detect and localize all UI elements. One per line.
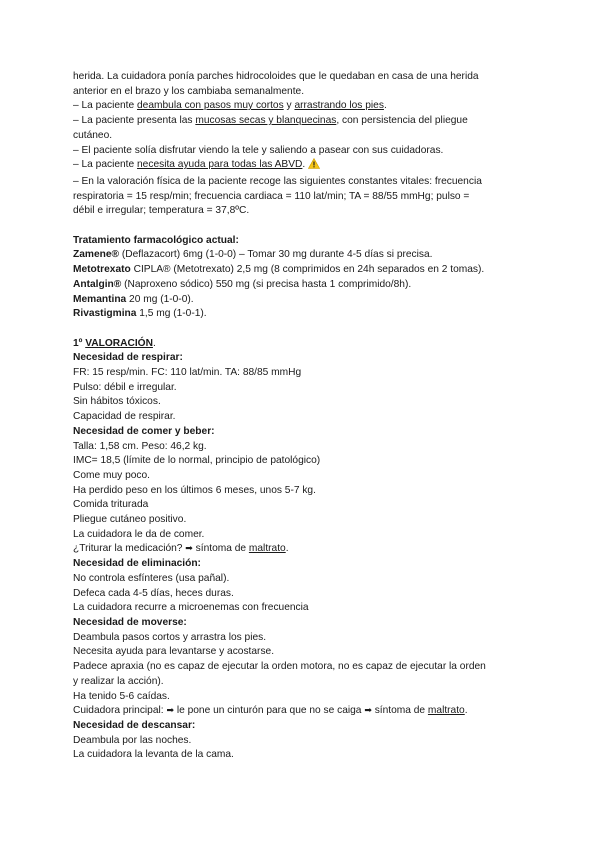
intro-line: – La paciente presenta las mucosas secas y blanquecinas, con persistencia del pliegue bbox=[73, 115, 468, 127]
need-line: Deambula por las noches. bbox=[73, 734, 192, 746]
need-line: IMC= 18,5 (límite de lo normal, principio de patológico) bbox=[73, 455, 321, 467]
need-heading-eliminacion: Necesidad de eliminación: bbox=[73, 558, 201, 570]
need-line: Talla: 1,58 cm. Peso: 46,2 kg. bbox=[73, 440, 207, 452]
need-heading-moverse: Necesidad de moverse: bbox=[73, 616, 187, 628]
need-line: y realizar la acción). bbox=[73, 675, 164, 687]
intro-line: anterior en el brazo y los cambiaba semanalmente. bbox=[73, 85, 305, 97]
need-line: La cuidadora recurre a microenemas con frecuencia bbox=[73, 602, 309, 614]
treatment-item: Antalgin® (Naproxeno sódico) 550 mg (si precisa hasta 1 comprimido/8h). bbox=[73, 278, 412, 290]
treatment-heading: Tratamiento farmacológico actual: bbox=[73, 234, 239, 246]
arrow-right-icon: ➡ bbox=[166, 706, 174, 717]
intro-line: – En la valoración física de la paciente recoge las siguientes constantes vitales: frecuencia bbox=[73, 175, 482, 187]
need-line: La cuidadora le da de comer. bbox=[73, 528, 205, 540]
arrow-right-icon: ➡ bbox=[185, 544, 193, 555]
treatment-item: Metotrexato CIPLA® (Metotrexato) 2,5 mg (8 comprimidos en 24h separados en 2 tomas). bbox=[73, 264, 485, 276]
need-heading-comer: Necesidad de comer y beber: bbox=[73, 425, 215, 437]
warning-icon bbox=[308, 158, 320, 175]
need-line: Cuidadora principal: ➡ le pone un cinturón para que no se caiga ➡ síntoma de maltrato. bbox=[73, 705, 468, 717]
treatment-item: Memantina 20 mg (1-0-0). bbox=[73, 293, 194, 305]
need-line: Pulso: débil e irregular. bbox=[73, 381, 177, 393]
need-line: Deambula pasos cortos y arrastra los pies. bbox=[73, 631, 267, 643]
intro-line: – El paciente solía disfrutar viendo la tele y saliendo a pasear con sus cuidadoras. bbox=[73, 144, 444, 156]
need-heading-descansar: Necesidad de descansar: bbox=[73, 719, 196, 731]
intro-line: – La paciente deambula con pasos muy cortos y arrastrando los pies. bbox=[73, 100, 387, 112]
document-body bbox=[73, 70, 533, 763]
need-line: La cuidadora la levanta de la cama. bbox=[73, 749, 234, 761]
underlined-text: arrastrando los pies bbox=[294, 100, 384, 112]
intro-line: – La paciente necesita ayuda para todas las ABVD. bbox=[73, 158, 533, 175]
need-line: Ha tenido 5-6 caídas. bbox=[73, 690, 170, 702]
need-line: Capacidad de respirar. bbox=[73, 411, 176, 423]
need-line: Padece apraxia (no es capaz de ejecutar la orden motora, no es capaz de ejecutar la orden bbox=[73, 661, 486, 673]
section-title: 1º VALORACIÓN. bbox=[73, 337, 156, 349]
need-line: FR: 15 resp/min. FC: 110 lat/min. TA: 88/85 mmHg bbox=[73, 367, 302, 379]
intro-line: cutáneo. bbox=[73, 129, 113, 141]
arrow-right-icon: ➡ bbox=[364, 706, 372, 717]
need-line: Ha perdido peso en los últimos 6 meses, unos 5-7 kg. bbox=[73, 484, 316, 496]
need-line: Necesita ayuda para levantarse y acostarse. bbox=[73, 646, 275, 658]
need-line: No controla esfínteres (usa pañal). bbox=[73, 572, 230, 584]
need-line: Defeca cada 4-5 días, heces duras. bbox=[73, 587, 234, 599]
underlined-text: maltrato bbox=[248, 543, 286, 555]
need-heading-respirar: Necesidad de respirar: bbox=[73, 352, 183, 364]
underlined-text: deambula con pasos muy cortos bbox=[137, 100, 284, 112]
intro-line: débil e irregular; temperatura = 37,8ºC. bbox=[73, 205, 250, 217]
underlined-text: mucosas secas y blanquecinas bbox=[195, 115, 337, 127]
underlined-text: necesita ayuda para todas las ABVD bbox=[137, 159, 303, 171]
need-line: Come muy poco. bbox=[73, 469, 151, 481]
treatment-item: Zamene® (Deflazacort) 6mg (1-0-0) – Tomar 30 mg durante 4-5 días si precisa. bbox=[73, 249, 433, 261]
need-line: Comida triturada bbox=[73, 499, 149, 511]
need-line: ¿Triturar la medicación? ➡ síntoma de maltrato. bbox=[73, 543, 289, 555]
need-line: Pliegue cutáneo positivo. bbox=[73, 514, 187, 526]
need-line: Sin hábitos tóxicos. bbox=[73, 396, 161, 408]
treatment-item: Rivastigmina 1,5 mg (1-0-1). bbox=[73, 308, 207, 320]
intro-line: herida. La cuidadora ponía parches hidrocoloides que le quedaban en casa de una herida bbox=[73, 71, 479, 82]
intro-line: respiratoria = 15 resp/min; frecuencia cardiaca = 110 lat/min; TA = 88/55 mmHg; pulso = bbox=[73, 190, 470, 202]
underlined-text: maltrato bbox=[427, 705, 465, 717]
